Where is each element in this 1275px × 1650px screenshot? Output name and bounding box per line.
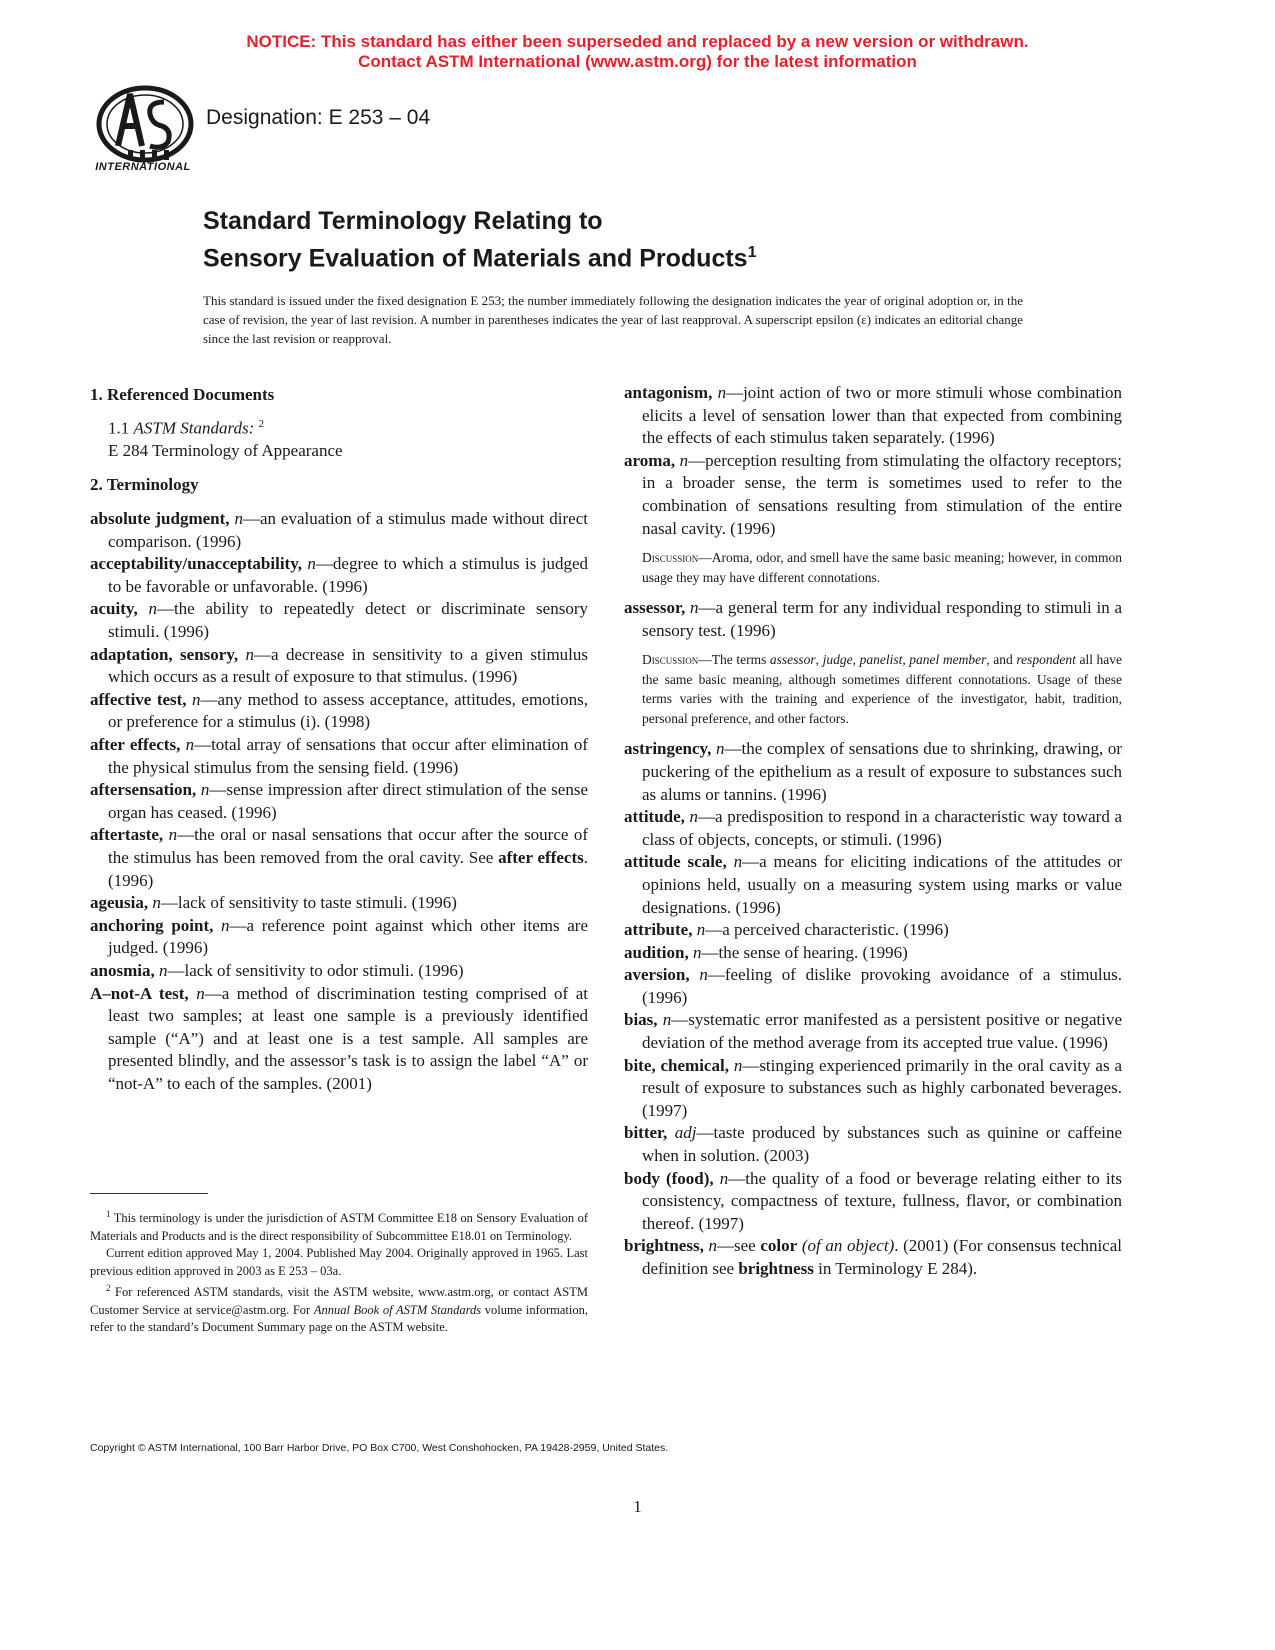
term-entry [624,1122,1122,1167]
document-title [203,206,757,274]
term-definition: —lack of sensitivity to odor stimuli. (1996) [167,960,464,980]
right-column [624,382,1122,1281]
term-pos: n [148,599,157,619]
term-entry [90,983,588,1096]
term-entry [624,964,1122,1009]
term-definition: —the ability to repeatedly detect or discriminate sensory stimuli. (1996) [108,599,588,641]
term-word: A–not-A test, [90,983,189,1003]
supersede-notice [0,32,1275,72]
logo-label: INTERNATIONAL [95,161,191,173]
footnote-2-text: For referenced ASTM standards, visit the ASTM website, www.astm.org, or contact ASTM Customer Service at service@astm.org. For [90,1285,588,1317]
term-definition: . (2001) (For consensus technical definition see [642,1236,1122,1278]
title-footnote-ref: 1 [747,244,757,261]
term-word: affective test, [90,689,187,709]
footnote-1-text: This terminology is under the jurisdiction of ASTM Committee E18 on Sensory Evaluation of Materials and Products and is the direct responsibility of Subcommittee E18.01 on Terminology. [90,1211,588,1243]
discussion-term: assessor [769,652,816,668]
term-entry [624,919,1122,942]
discussion-assessor [642,650,1122,728]
discussion-term: judge [822,652,853,668]
term-word: ageusia, [90,893,149,913]
term-entry [624,942,1122,965]
term-entry [624,450,1122,540]
discussion-aroma [642,548,1122,587]
term-definition: —any method to assess acceptance, attitudes, emotions, or preference for a stimulus (i). (1998) [108,689,588,732]
term-pos: n [696,920,706,940]
term-word: attitude, [624,807,685,827]
section-1-1-ref: 2 [258,417,264,430]
term-word: bite, chemical, [624,1055,729,1075]
cross-reference-qualifier: (of an object) [797,1236,895,1256]
term-pos: n [152,893,161,913]
term-pos: n [715,739,725,759]
term-entry [624,738,1122,806]
footnote-2-tail: volume information, refer to the standard’s Document Summary page on the ASTM website. [90,1302,588,1335]
footnote-divider [90,1193,208,1194]
term-definition: —sense impression after direct stimulation of the sense organ has ceased. (1996) [108,780,588,822]
discussion-label: Discussion [642,652,699,668]
footnote-1 [90,1206,588,1245]
footnote-1-edition: Current edition approved May 1, 2004. Published May 2004. Originally approved in 1965. Last previous edition approved in 2003 as E 253 – 03a. [90,1246,588,1278]
footnotes [90,1206,588,1337]
term-entry-aftertaste [90,824,588,892]
footnote-1-ref: 1 [106,1209,111,1219]
cross-reference: color [760,1236,798,1256]
term-pos: n [679,450,689,470]
term-definition: —the quality of a food or beverage relating either to its consistency, compactness of texture, fullness, flavor, or combination thereof. (1997) [642,1168,1122,1233]
term-entry [90,598,588,643]
term-definition: —a reference point against which other items are judged. (1996) [108,915,588,958]
term-definition: —a predisposition to respond in a characteristic way toward a class of objects, concepts, or stimuli. (1996) [642,807,1122,849]
discussion-term: respondent [1016,652,1076,668]
footnote-2-book: Annual Book of ASTM Standards [313,1302,482,1317]
discussion-text: all have the same basic meaning, although sometimes different connotations. Usage of these terms varies with the training and experience of the investigator, habit, tradition, personal preference, and other factors. [642,652,1123,726]
cross-reference: after effects [498,847,584,867]
discussion-sep: , [815,652,823,668]
term-entry [90,734,588,779]
term-pos: n [690,598,699,618]
term-entry [90,960,588,983]
discussion-term: panel member [909,652,987,668]
term-word: anosmia, [90,960,155,980]
referenced-standard-e284: E 284 Terminology of Appearance [108,440,343,460]
term-definition: —joint action of two or more stimuli whose combination elicits a level of sensation lower than that expected from combining the effects of each stimulus taken separately. (1996) [642,383,1122,448]
term-entry [90,779,588,824]
term-pos: n [717,383,727,402]
term-definition: —a general term for any individual responding to stimuli in a sensory test. (1996) [642,598,1123,640]
term-definition: —see [716,1236,761,1256]
footnote-2-ref: 2 [106,1283,111,1294]
discussion-sep: , and [986,652,1017,668]
term-word: absolute judgment, [90,509,230,529]
discussion-sep: , [902,652,910,668]
term-word: astringency, [624,739,712,759]
term-definition: —perception resulting from stimulating the olfactory receptors; in a broader sense, the term is sometimes used to refer to the combination of sensations resulting from stimulation of the entire nasal cavity. (1996) [642,450,1123,538]
section-1-1 [90,413,588,440]
term-definition: —a method of discrimination testing comprised of at least two samples; at least one sample is a previously identified sample (“A”) and at least one is a test sample. All samples are presented blindly, and the assessor’s task is to assign the label “A” or “not-A” to each of the samples. (2001) [108,983,588,1093]
term-word: aroma, [624,450,676,470]
term-word: acceptability/unacceptability, [90,554,303,574]
term-entry [624,1055,1122,1123]
term-entry [624,1009,1122,1054]
term-pos: n [245,644,255,664]
term-pos: n [200,780,210,800]
term-word: aftertaste, [90,825,164,845]
term-word: after effects, [90,734,181,754]
term-pos: n [234,509,243,529]
footnote-2 [90,1280,588,1337]
term-entry [90,553,588,598]
term-entry [624,1168,1122,1236]
discussion-label: Discussion [642,550,699,566]
term-definition: —systematic error manifested as a persistent positive or negative deviation of the method average from its accepted true value. (1996) [642,1010,1123,1053]
term-definition: —a decrease in sensitivity to a given stimulus which occurs as a result of exposure to that stimulus. (1996) [108,644,589,687]
discussion-text: —The terms [698,652,770,668]
term-pos: n [158,960,168,980]
term-entry [624,851,1122,919]
discussion-text: —Aroma, odor, and smell have the same basic meaning; however, in common usage they may have different connotations. [642,550,1122,585]
term-word: antagonism, [624,383,713,402]
term-pos: n [168,825,178,845]
term-pos: adj [674,1123,697,1143]
term-entry [624,806,1122,851]
term-word: aftersensation, [90,780,197,800]
term-definition-tail: . (1996) [108,847,589,890]
term-pos: n [699,965,708,985]
term-definition: —the sense of hearing. (1996) [701,942,908,962]
cross-reference: brightness [738,1259,814,1278]
term-entry [90,892,588,915]
term-word: aversion, [624,965,690,985]
term-definition: —a perceived characteristic. (1996) [705,920,949,940]
term-definition: —lack of sensitivity to taste stimuli. (1996) [160,893,457,913]
left-column [90,382,588,1095]
title-line-2-text: Sensory Evaluation of Materials and Products [203,244,748,273]
term-word: bias, [624,1010,658,1030]
term-entry [90,508,588,553]
notice-line-1: NOTICE: This standard has either been superseded and replaced by a new version or withdrawn. [246,32,1029,51]
term-definition: —taste produced by substances such as quinine or caffeine when in solution. (2003) [642,1123,1123,1166]
term-definition: —stinging experienced primarily in the oral cavity as a result of exposure to substances such as highly carbonated beverages. (1997) [642,1055,1122,1120]
section-1-heading: 1. Referenced Documents [90,385,275,404]
term-definition-tail: in Terminology E 284). [813,1259,978,1278]
term-definition: —the complex of sensations due to shrinking, drawing, or puckering of the epithelium as a result of exposure to substances such as alums or tannins. (1996) [642,739,1122,804]
copyright: Copyright © ASTM International, 100 Barr Harbor Drive, PO Box C700, West Conshohocken, PA 19428-2959, United States. [90,1442,669,1454]
term-pos: n [196,983,205,1003]
term-pos: n [692,942,702,962]
term-entry-brightness [624,1235,1122,1280]
term-pos: n [733,1055,743,1075]
term-word: anchoring point, [90,915,214,935]
term-pos: n [307,554,316,574]
term-word: attitude scale, [624,852,727,872]
term-definition: —the oral or nasal sensations that occur after the source of the stimulus has been removed from the oral cavity. See [108,825,589,867]
discussion-sep: , [852,652,860,668]
term-pos: n [708,1236,717,1256]
term-definition: —a means for eliciting indications of the attitudes or opinions held, usually on a measuring system using marks or value designations. (1996) [642,852,1123,917]
discussion-term: panelist [859,652,903,668]
preamble: This standard is issued under the fixed designation E 253; the number immediately following the designation indicates the year of original adoption or, in the case of revision, the year of last revision. A number in parentheses indicates the year of last reapproval. A superscript epsilon (ε) indicates an editorial change since the last revision or reapproval. [203,293,1023,346]
notice-line-2: Contact ASTM International (www.astm.org) for the latest information [358,52,917,71]
term-entry [90,689,588,734]
term-definition: —an evaluation of a stimulus made without direct comparison. (1996) [108,509,588,551]
term-word: brightness, [624,1236,704,1256]
term-word: attribute, [624,920,693,940]
term-word: bitter, [624,1123,668,1143]
term-pos: n [185,734,195,754]
term-pos: n [192,689,201,709]
section-1-1-label: ASTM Standards: [133,418,255,438]
term-entry [90,915,588,960]
term-pos: n [221,915,230,935]
section-2-heading: 2. Terminology [90,475,199,495]
term-pos: n [719,1168,729,1188]
page-number: 1 [633,1497,642,1516]
designation: Designation: E 253 – 04 [206,106,431,129]
term-word: body (food), [624,1168,714,1188]
term-entry-assessor [624,597,1122,642]
title-line-1: Standard Terminology Relating to [203,207,603,235]
term-word: assessor, [624,598,686,618]
term-pos: n [689,807,699,827]
section-1-1-number: 1.1 [108,418,130,438]
term-definition: —feeling of dislike provoking avoidance of a stimulus. (1996) [642,965,1123,1007]
term-word: acuity, [90,599,138,619]
term-pos: n [662,1010,672,1030]
term-word: audition, [624,942,689,962]
term-entry [624,382,1122,450]
term-pos: n [733,852,743,872]
title-line-2 [203,237,757,274]
term-definition: —total array of sensations that occur after elimination of the physical stimulus from the sensing field. (1996) [108,734,589,777]
term-word: adaptation, sensory, [90,644,239,664]
term-entry [90,644,588,689]
term-definition: —degree to which a stimulus is judged to be favorable or unfavorable. (1996) [108,554,588,596]
